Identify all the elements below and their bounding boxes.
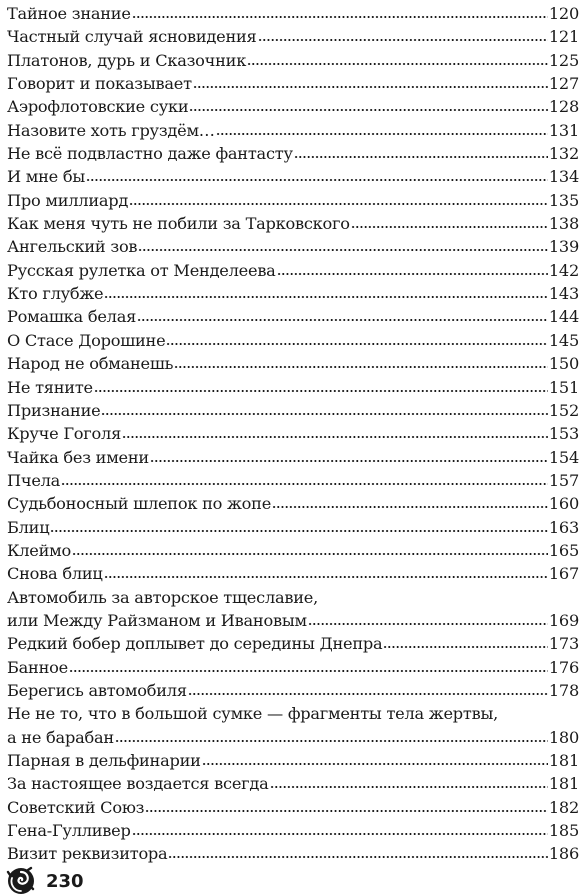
toc-entry	[7, 305, 579, 328]
toc-entry	[7, 679, 579, 702]
toc-entry	[7, 656, 579, 679]
toc-entry-title: И мне бы	[7, 167, 85, 187]
toc-entry-page: 173	[548, 634, 579, 654]
toc-entry-page: 139	[548, 237, 579, 257]
toc-entry-page: 163	[548, 517, 579, 537]
dot-leader	[216, 128, 548, 136]
toc-entry-page: 157	[548, 470, 579, 490]
toc-entry-page: 135	[548, 190, 579, 210]
dot-leader	[193, 81, 548, 89]
toc-entry	[7, 235, 579, 258]
toc-entry-title: Банное	[7, 657, 68, 677]
toc-entry-title: Про миллиард	[7, 190, 129, 210]
toc-entry-page: 152	[548, 400, 579, 420]
toc-entry-page: 151	[548, 377, 579, 397]
toc-entry	[7, 212, 579, 235]
dot-leader	[308, 618, 548, 626]
toc-entry	[7, 516, 579, 539]
toc-entry	[7, 399, 579, 422]
toc-entry	[7, 796, 579, 819]
toc-entry-page: 167	[548, 564, 579, 584]
toc-entry	[7, 726, 579, 749]
dot-leader	[189, 104, 547, 112]
toc-entry	[7, 49, 579, 72]
toc-entry-title: Как меня чуть не побили за Тарковского	[7, 214, 350, 234]
toc-entry-page: 185	[548, 821, 579, 841]
dot-leader	[270, 781, 548, 789]
dot-leader	[188, 688, 548, 696]
toc-entry	[7, 142, 579, 165]
toc-entry-title: О Стасе Дорошине	[7, 330, 166, 350]
toc-entry	[7, 2, 579, 25]
toc-entry-page: 127	[548, 74, 579, 94]
toc-entry-page: 131	[548, 120, 579, 140]
dot-leader	[61, 478, 548, 486]
toc-entry	[7, 772, 579, 795]
toc-entry-title: Редкий бобер доплывет до середины Днепра	[7, 634, 383, 654]
toc-entry-page: 181	[548, 774, 579, 794]
dot-leader	[72, 548, 548, 556]
toc-entry-title: Автомобиль за авторское тщеславие,	[7, 587, 319, 607]
toc-entry-title: а не барабан	[7, 727, 114, 747]
dot-leader	[145, 805, 548, 813]
dot-leader	[202, 758, 548, 766]
dot-leader	[104, 291, 547, 299]
toc-entry-page: 145	[548, 330, 579, 350]
toc-entry-title: Круче Гоголя	[7, 424, 122, 444]
dot-leader	[168, 851, 547, 859]
publisher-swirl-logo-icon	[6, 866, 36, 896]
dot-leader	[137, 314, 548, 322]
dot-leader	[150, 455, 548, 463]
toc-entry-page: 125	[548, 50, 579, 70]
toc-entry-page: 144	[548, 307, 579, 327]
dot-leader	[166, 338, 547, 346]
toc-entry-title: Частный случай ясновидения	[7, 27, 257, 47]
toc-entry-page: 150	[548, 354, 579, 374]
toc-entry	[7, 749, 579, 772]
toc-entry-page: 165	[548, 540, 579, 560]
dot-leader	[129, 198, 548, 206]
table-of-contents	[7, 2, 579, 866]
toc-entry-title-line	[7, 586, 579, 609]
toc-entry-page: 138	[548, 214, 579, 234]
toc-entry-title: Аэрофлотовские суки	[7, 97, 189, 117]
toc-entry-title: Признание	[7, 400, 101, 420]
toc-entry-title: Берегись автомобиля	[7, 680, 187, 700]
toc-entry-title: Гена-Гулливер	[7, 821, 131, 841]
toc-entry-title: Не тяните	[7, 377, 93, 397]
dot-leader	[138, 244, 548, 252]
toc-entry-page: 154	[548, 447, 579, 467]
toc-entry-title: За настоящее воздается всегда	[7, 774, 269, 794]
toc-entry-title: Советский Союз	[7, 797, 145, 817]
dot-leader	[94, 385, 548, 393]
dot-leader	[132, 11, 548, 19]
toc-entry-page: 186	[548, 844, 579, 864]
toc-entry-page: 176	[548, 657, 579, 677]
toc-entry-title: Снова блиц	[7, 564, 103, 584]
toc-entry	[7, 422, 579, 445]
toc-entry-page: 121	[548, 27, 579, 47]
dot-leader	[294, 151, 548, 159]
toc-entry-title: Блиц	[7, 517, 50, 537]
toc-entry	[7, 189, 579, 212]
dot-leader	[258, 34, 548, 42]
toc-entry-title: Тайное знание	[7, 4, 131, 23]
toc-entry-page: 132	[548, 144, 579, 164]
toc-entry-title: Не всё подвластно даже фантасту	[7, 144, 293, 164]
dot-leader	[50, 525, 547, 533]
toc-entry	[7, 842, 579, 865]
toc-entry-title: Судьбоносный шлепок по жопе	[7, 494, 272, 514]
toc-entry-title: Чайка без имени	[7, 447, 149, 467]
toc-entry-title: Клеймо	[7, 540, 72, 560]
toc-entry-page: 181	[548, 751, 579, 770]
dot-leader	[122, 431, 548, 439]
toc-entry	[7, 492, 579, 515]
toc-entry-page: 178	[548, 680, 579, 700]
dot-leader	[272, 501, 548, 509]
toc-entry-title: Назовите хоть груздём…	[7, 120, 215, 140]
toc-entry	[7, 165, 579, 188]
toc-entry-page: 142	[548, 260, 579, 280]
toc-entry-page: 182	[548, 797, 579, 817]
dot-leader	[86, 174, 548, 182]
toc-entry	[7, 469, 579, 492]
toc-entry-page: 128	[548, 97, 579, 117]
toc-entry-title: Визит реквизитора	[7, 844, 168, 864]
toc-entry	[7, 95, 579, 118]
toc-entry-page: 180	[548, 727, 579, 747]
toc-entry	[7, 119, 579, 142]
toc-entry	[7, 72, 579, 95]
toc-entry	[7, 329, 579, 352]
toc-entry	[7, 819, 579, 842]
toc-entry-page: 120	[548, 4, 579, 23]
page-number: 230	[46, 870, 84, 892]
toc-entry-title: Народ не обманешь	[7, 354, 174, 374]
dot-leader	[132, 828, 548, 836]
toc-entry-page: 160	[548, 494, 579, 514]
dot-leader	[351, 221, 548, 229]
dot-leader	[101, 408, 547, 416]
toc-entry-page: 169	[548, 610, 579, 630]
toc-entry	[7, 609, 579, 632]
dot-leader	[277, 268, 548, 276]
toc-entry-page: 134	[548, 167, 579, 187]
page-footer	[6, 866, 84, 896]
toc-entry-title: Ангельский зов	[7, 237, 138, 257]
toc-entry-title: Русская рулетка от Менделеева	[7, 260, 276, 280]
toc-entry	[7, 446, 579, 469]
toc-entry	[7, 25, 579, 48]
toc-entry	[7, 352, 579, 375]
toc-entry-page: 153	[548, 424, 579, 444]
toc-entry-title: Кто глубже	[7, 284, 104, 304]
toc-entry-title: или Между Райзманом и Ивановым	[7, 610, 307, 630]
toc-entry-title: Не не то, что в большой сумке — фрагменты тела жертвы,	[7, 704, 498, 724]
toc-entry	[7, 562, 579, 585]
toc-entry-title: Говорит и показывает	[7, 74, 192, 94]
toc-entry	[7, 376, 579, 399]
dot-leader	[383, 641, 547, 649]
toc-entry-title-line	[7, 702, 579, 725]
dot-leader	[104, 571, 548, 579]
toc-entry	[7, 539, 579, 562]
toc-entry	[7, 282, 579, 305]
toc-entry-title: Ромашка белая	[7, 307, 137, 327]
toc-entry-title: Платонов, дурь и Сказочник	[7, 50, 247, 70]
toc-entry	[7, 632, 579, 655]
toc-entry-page: 143	[548, 284, 579, 304]
toc-entry-title: Парная в дельфинарии	[7, 751, 201, 770]
dot-leader	[247, 58, 548, 66]
toc-entry	[7, 259, 579, 282]
dot-leader	[174, 361, 548, 369]
dot-leader	[69, 665, 548, 673]
toc-entry-title: Пчела	[7, 470, 61, 490]
dot-leader	[115, 735, 548, 743]
